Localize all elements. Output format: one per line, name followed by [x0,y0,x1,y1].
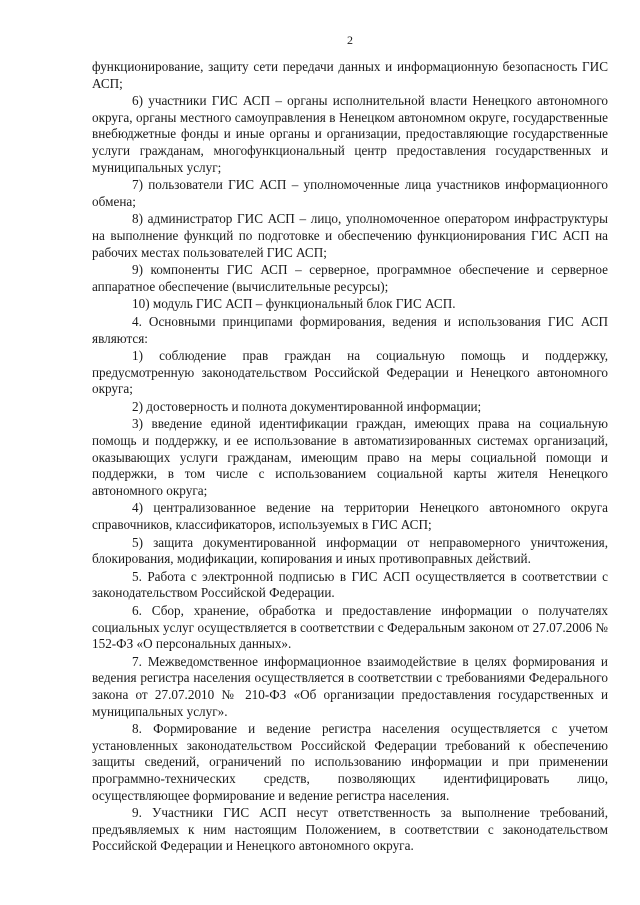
paragraph: 5) защита документированной информации от неправомерного уничтожения, блокирования, модификации, копирования и иных противоправных действий. [92,534,608,567]
paragraph: 9) компоненты ГИС АСП – серверное, программное обеспечение и серверное аппаратное обеспечение (вычислительные ресурсы); [92,262,608,294]
paragraph: 2) достоверность и полнота документированной информации; [132,398,482,414]
paragraph: 8) администратор ГИС АСП – лицо, уполномоченное оператором инфраструктуры на выполнение функций по подготовке и обеспечению функционирования ГИС АСП на рабочих местах пользователей ГИС АСП; [92,211,608,260]
paragraph: 7) пользователи ГИС АСП – уполномоченные лица участников информационного обмена; [92,177,608,209]
paragraph: 5. Работа с электронной подписью в ГИС АСП осуществляется в соответствии с законодательством Российской Федерации. [92,568,608,601]
paragraph: 7. Межведомственное информационное взаимодействие в целях формирования и ведения регистра населения осуществляется в соответствии с требованиями Федерального закона от 27.07.2010 № 210-ФЗ «Об организации предоставления государственных и муниципальных услуг». [92,653,608,719]
paragraph: функционирование, защиту сети передачи данных и информационную безопасность ГИС АСП; [92,59,608,91]
page-number: 2 [347,33,353,47]
paragraph: 10) модуль ГИС АСП – функциональный блок ГИС АСП. [132,296,456,312]
paragraph: 6) участники ГИС АСП – органы исполнительной власти Ненецкого автономного округа, органы местного самоуправления в Ненецком автономном округе, государственные внебюджетные фонды и иные органы и организации, предоставляющие государственные услуги гражданам, многофункциональный центр предоставления государственных и муниципальных услуг; [92,93,608,175]
paragraph: 8. Формирование и ведение регистра населения осуществляется с учетом установленных законодательством Российской Федерации требований к обеспечению защиты сведений, ограничений по использованию информации и при применении программно-технических средств, позволяющих идентифицировать лицо, осуществляющее формирование и ведение регистра населения. [92,721,608,803]
paragraph: 1) соблюдение прав граждан на социальную помощь и поддержку, предусмотренную законодательством Российской Федерации и Ненецкого автономного округа; [92,348,608,397]
paragraph: 6. Сбор, хранение, обработка и предоставление информации о получателях социальных услуг осуществляется в соответствии с Федеральным законом от 27.07.2006 № 152-ФЗ «О персональных данных». [92,603,608,652]
paragraph: 9. Участники ГИС АСП несут ответственность за выполнение требований, предъявляемых к ним настоящим Положением, в соответствии с законодательством Российской Федерации и Ненецкого автономного округа. [92,805,608,854]
paragraph: 4. Основными принципами формирования, ведения и использования ГИС АСП являются: [92,313,608,346]
paragraph: 3) введение единой идентификации граждан, имеющих права на социальную помощь и поддержку, и ее использование в автоматизированных системах организаций, оказывающих услуги гражданам, имеющим право на меры социальной помощи и поддержки, в том числе с использованием социальной карты жителя Ненецкого автономного округа; [92,416,608,498]
paragraph: 4) централизованное ведение на территории Ненецкого автономного округа справочников, классификаторов, используемых в ГИС АСП; [92,500,608,533]
document-body [92,59,608,855]
